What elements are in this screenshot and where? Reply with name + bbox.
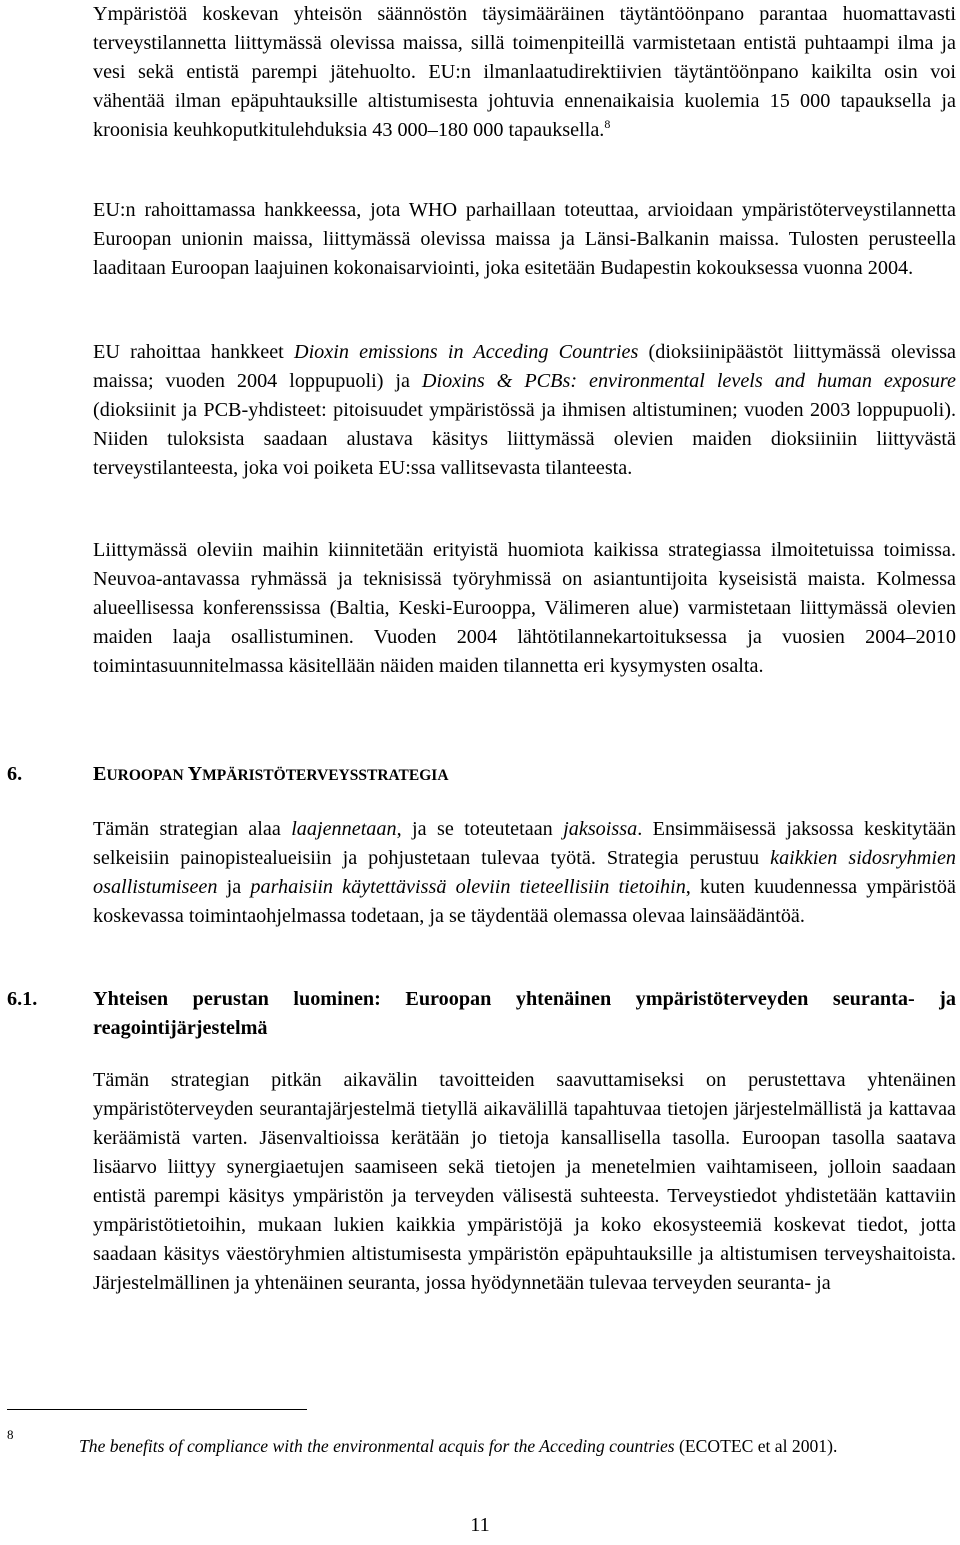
paragraph-acceding-countries: Liittymässä oleviin maihin kiinnitetään erityistä huomiota kaikissa strategiassa ilmoitetuissa toimissa. Neuvoa-antavassa ryhmässä ja teknisissä työryhmissä on asiantuntijoita kyseisistä maista. Kolmessa alueellisessa konferenssissa (Baltia, Keski-Eurooppa, Välimeren alue) varmistetaan liittymässä olevien maiden laaja osallistuminen. Vuoden 2004 lähtötilannekartoituksessa ja vuosien 2004–2010 toimintasuunnitelmassa käsitellään näiden maiden tilannetta eri kysymysten osalta.	[93, 539, 956, 677]
paragraph-monitoring-system: Tämän strategian pitkän aikavälin tavoitteiden saavuttamiseksi on perustettava yhtenäinen ympäristöterveyden seurantajärjestelmä tietyllä aikavälillä tapahtuvaa tietojen järjestelmällistä ja kattavaa keräämistä varten. Jäsenvaltioissa kerätään jo tietoja kansallisella tasolla. Euroopan tasolla saatava lisäarvo liittyy synergiaetujen saamiseen sekä tietojen ja menetelmien vaihtamiseen, jolloin saadaan entistä parempi käsitys ympäristön ja terveyden välisestä suhteesta. Terveystiedot yhdistetään kattaviin ympäristötietoihin, mukaan lukien kaikkia ympäristöjä ja koko ekosysteemiä koskevat tiedot, jotta saadaan käsitys väestöryhmien altistumisesta ympäristön epäpuhtauksille ja altistumisen terveyshaitoista. Järjestelmällinen ja yhtenäinen seuranta, jossa hyödynnetään tulevaa terveyden seuranta- ja	[93, 1069, 956, 1294]
paragraph-text: . Ensimmäisessä jaksossa keskitytään selkeisiin painopistealueisiin ja pohjustetaan tulevaa työtä. Strategia perustuu	[93, 818, 956, 869]
footnote-source-rest: (ECOTEC et al 2001).	[674, 1436, 838, 1456]
footnote-reference[interactable]: 8	[604, 117, 611, 131]
section-number: 6.	[7, 763, 23, 785]
footnote-separator	[7, 1409, 307, 1410]
paragraph-text: EU rahoittaa hankkeet	[93, 341, 294, 363]
paragraph-text: (dioksiinit ja PCB-yhdisteet: pitoisuudet ympäristössä ja ihmisen altistuminen; vuoden 2003 loppupuoli). Niiden tuloksista saadaan alustava käsitys liittymässä olevien maiden dioksiiniin liittyvästä terveystilanteesta, joka voi poiketa EU:ssa vallitsevasta tilanteesta.	[93, 399, 956, 479]
paragraph-text: Tämän strategian alaa	[93, 818, 292, 840]
emphasis-text: jaksoissa	[563, 818, 638, 840]
paragraph-dioxin-projects	[93, 338, 956, 483]
paragraph-strategy-scope	[93, 815, 956, 931]
paragraph-text: Ympäristöä koskevan yhteisön säännöstön täysimääräinen täytäntöönpano parantaa huomattavasti terveystilannetta liittymässä olevissa maissa, sillä toimenpiteillä varmistetaan entistä puhtaampi ilma ja vesi sekä entistä parempi jätehuolto. EU:n ilmanlaatudirektiivien täytäntöönpano kaikilta osin voi vähentää ilman epäpuhtauksille altistumisesta johtuvia ennenaikaisia kuolemia 15 000 tapauksella ja kroonisia keuhkoputkitulehduksia 43 000–180 000 tapauksella.	[93, 3, 956, 141]
section-number: 6.1.	[7, 988, 38, 1010]
emphasis-text: laajennetaan	[291, 818, 397, 840]
paragraph-text: ja	[217, 876, 251, 898]
footnote-text	[79, 1433, 956, 1459]
paragraph-text: (dioksiinipäästöt liittymässä olevissa maissa; vuoden 2004 loppupuoli) ja	[93, 341, 956, 392]
emphasis-text: parhaisiin käytettävissä oleviin tieteellisiin tietoihin	[250, 876, 686, 898]
paragraph-text: , kuten kuudennessa ympäristöä koskevassa toimintaohjelmassa todetaan, ja se täydentää olemassa olevaa lainsäädäntöä.	[93, 876, 956, 927]
paragraph-who-project: EU:n rahoittamassa hankkeessa, jota WHO parhaillaan toteuttaa, arvioidaan ympäristöterveystilannetta Euroopan unionin maissa, liittymässä olevissa maissa ja Länsi-Balkanin maissa. Tulosten perusteella laaditaan Euroopan laajuinen kokonaisarviointi, joka esitetään Budapestin kokouksessa vuonna 2004.	[93, 199, 956, 279]
footnote-source-title: The benefits of compliance with the environmental acquis for the Acceding countries	[79, 1436, 675, 1456]
paragraph-air-quality	[93, 0, 956, 145]
emphasis-text: kaikkien sidosryhmien osallistumiseen	[93, 847, 957, 898]
section-title: EUROOPAN YMPÄRISTÖTERVEYSSTRATEGIA	[93, 763, 449, 785]
project-title-dioxin-emissions: Dioxin emissions in Acceding Countries	[293, 341, 639, 363]
page-number: 11	[470, 1514, 490, 1536]
project-title-dioxins-pcbs: Dioxins & PCBs: environmental levels and human exposure	[421, 370, 956, 392]
footnote-number: 8	[7, 1427, 14, 1442]
section-title: Yhteisen perustan luominen: Euroopan yhtenäinen ympäristöterveyden seuranta- ja reagointijärjestelmä	[93, 988, 956, 1039]
paragraph-text: , ja se toteutetaan	[396, 818, 564, 840]
